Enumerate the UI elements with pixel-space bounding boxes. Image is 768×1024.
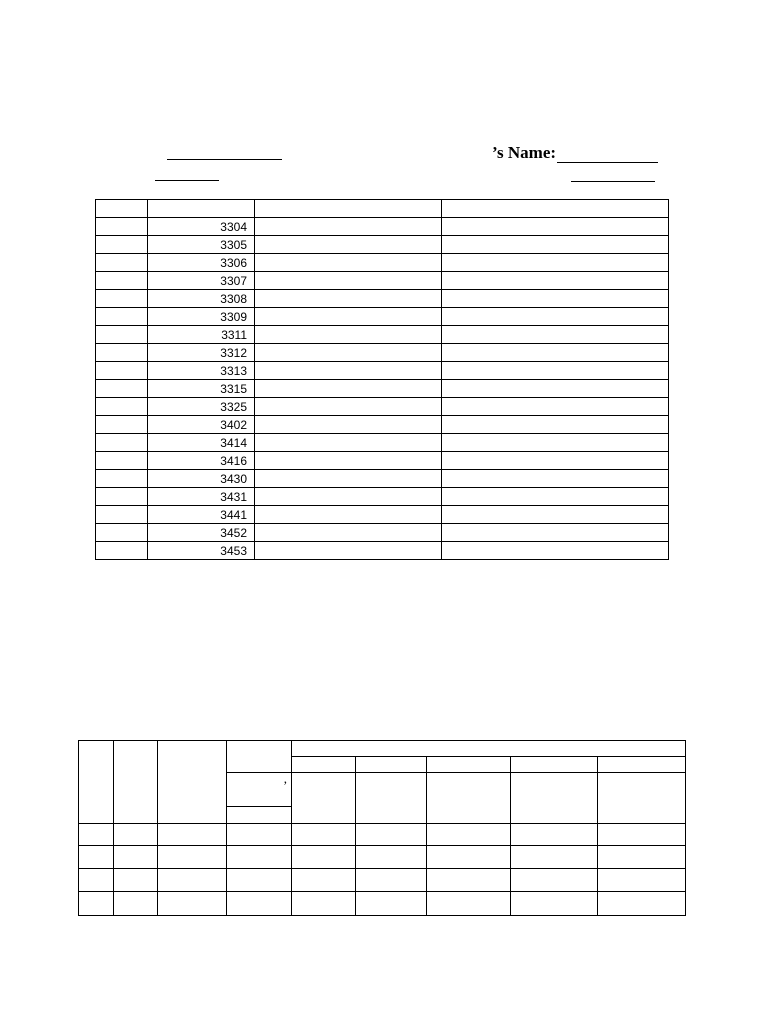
row-cell[interactable]: [96, 218, 148, 236]
entry-cell[interactable]: [79, 846, 114, 869]
course-code-cell: 3453: [148, 542, 255, 560]
header-cell: [427, 757, 511, 773]
table-row: [96, 380, 669, 398]
course-code-cell: 3325: [148, 398, 255, 416]
table-row: [96, 506, 669, 524]
entry-cell[interactable]: [227, 824, 292, 846]
entry-cell[interactable]: [158, 892, 227, 916]
entry-cell[interactable]: [255, 524, 442, 542]
entry-cell[interactable]: [442, 524, 669, 542]
header-cell: [356, 757, 427, 773]
entry-cell[interactable]: [255, 380, 442, 398]
row-cell[interactable]: [96, 542, 148, 560]
header-span-cell: [292, 741, 686, 757]
entry-cell[interactable]: [442, 398, 669, 416]
header-cell: [292, 773, 356, 824]
course-table-header-row: [96, 200, 669, 218]
header-cell: [292, 757, 356, 773]
name-field: [492, 143, 658, 163]
entry-cell[interactable]: [79, 892, 114, 916]
entry-cell[interactable]: [442, 470, 669, 488]
entry-cell[interactable]: [79, 824, 114, 846]
row-cell[interactable]: [96, 308, 148, 326]
row-cell[interactable]: [96, 452, 148, 470]
row-cell[interactable]: [96, 272, 148, 290]
entry-cell[interactable]: [227, 846, 292, 869]
entry-cell[interactable]: [427, 869, 511, 892]
table-row: [79, 846, 686, 869]
entry-cell[interactable]: [114, 824, 158, 846]
entry-cell[interactable]: [598, 846, 686, 869]
entry-cell[interactable]: [79, 869, 114, 892]
entry-cell[interactable]: [227, 892, 292, 916]
row-cell[interactable]: [96, 326, 148, 344]
entry-cell[interactable]: [255, 416, 442, 434]
entry-cell[interactable]: [356, 892, 427, 916]
table-row: [96, 524, 669, 542]
row-cell[interactable]: [96, 362, 148, 380]
entry-cell[interactable]: [442, 416, 669, 434]
header-cell: [511, 773, 598, 824]
bottom-table: [78, 740, 686, 916]
row-cell[interactable]: [96, 416, 148, 434]
entry-cell[interactable]: [255, 308, 442, 326]
table-row: [96, 290, 669, 308]
table-row: [96, 434, 669, 452]
header-cell: [148, 200, 255, 218]
entry-cell[interactable]: [292, 892, 356, 916]
course-code-cell: 3431: [148, 488, 255, 506]
entry-cell[interactable]: [255, 254, 442, 272]
entry-cell[interactable]: [158, 846, 227, 869]
entry-cell[interactable]: [442, 344, 669, 362]
course-code-cell: 3307: [148, 272, 255, 290]
entry-cell[interactable]: [442, 362, 669, 380]
entry-cell[interactable]: [255, 290, 442, 308]
course-code-cell: 3305: [148, 236, 255, 254]
comma-mark: ,: [283, 770, 287, 786]
row-cell[interactable]: [96, 344, 148, 362]
table-row: [96, 362, 669, 380]
course-code-cell: 3416: [148, 452, 255, 470]
entry-cell[interactable]: [442, 452, 669, 470]
second-right-blank-line[interactable]: [571, 181, 655, 182]
course-table: [95, 199, 669, 560]
entry-cell[interactable]: [158, 824, 227, 846]
table-row: [96, 254, 669, 272]
top-left-blank-line[interactable]: [167, 159, 282, 160]
entry-cell[interactable]: [442, 542, 669, 560]
course-code-cell: 3309: [148, 308, 255, 326]
entry-cell[interactable]: [227, 869, 292, 892]
entry-cell[interactable]: [292, 846, 356, 869]
entry-cell[interactable]: [442, 254, 669, 272]
row-cell[interactable]: [96, 254, 148, 272]
table-row: [96, 398, 669, 416]
entry-cell[interactable]: [255, 218, 442, 236]
entry-cell[interactable]: [442, 308, 669, 326]
row-cell[interactable]: [96, 470, 148, 488]
header-cell: [598, 757, 686, 773]
entry-cell[interactable]: [427, 824, 511, 846]
entry-cell[interactable]: [356, 824, 427, 846]
bottom-header-row-1: [79, 741, 686, 757]
table-row: [96, 470, 669, 488]
course-code-cell: 3304: [148, 218, 255, 236]
entry-cell[interactable]: [442, 236, 669, 254]
name-blank-line[interactable]: [557, 148, 658, 163]
entry-cell[interactable]: [442, 380, 669, 398]
entry-cell[interactable]: [255, 506, 442, 524]
row-cell[interactable]: [96, 488, 148, 506]
header-cell: [511, 757, 598, 773]
entry-cell[interactable]: [292, 869, 356, 892]
entry-cell[interactable]: [114, 846, 158, 869]
header-cell: [442, 200, 669, 218]
entry-cell[interactable]: [511, 892, 598, 916]
entry-cell[interactable]: [114, 869, 158, 892]
table-row: [96, 542, 669, 560]
header-cell: [79, 741, 114, 824]
header-cell: [356, 773, 427, 824]
entry-cell[interactable]: [442, 290, 669, 308]
entry-cell[interactable]: [442, 488, 669, 506]
table-row: [96, 416, 669, 434]
header-cell-with-mark: [227, 770, 292, 807]
table-row: [96, 272, 669, 290]
entry-cell[interactable]: [255, 542, 442, 560]
entry-cell[interactable]: [255, 236, 442, 254]
entry-cell[interactable]: [442, 434, 669, 452]
table-row: [96, 344, 669, 362]
table-row: [79, 892, 686, 916]
entry-cell[interactable]: [511, 869, 598, 892]
header-cell: [227, 741, 292, 773]
entry-cell[interactable]: [158, 869, 227, 892]
entry-cell[interactable]: [511, 824, 598, 846]
row-cell[interactable]: [96, 236, 148, 254]
row-cell[interactable]: [96, 524, 148, 542]
second-left-blank-line[interactable]: [155, 180, 219, 181]
course-code-cell: 3441: [148, 506, 255, 524]
table-row: [79, 824, 686, 846]
entry-cell[interactable]: [442, 218, 669, 236]
entry-cell[interactable]: [356, 846, 427, 869]
entry-cell[interactable]: [255, 452, 442, 470]
course-code-cell: 3452: [148, 524, 255, 542]
course-code-cell: 3306: [148, 254, 255, 272]
table-row: [96, 308, 669, 326]
course-code-cell: 3311: [148, 326, 255, 344]
row-cell[interactable]: [96, 398, 148, 416]
entry-cell[interactable]: [114, 892, 158, 916]
entry-cell[interactable]: [255, 470, 442, 488]
course-code-cell: 3414: [148, 434, 255, 452]
entry-cell[interactable]: [255, 434, 442, 452]
name-label: ’s Name:: [492, 143, 557, 162]
row-cell[interactable]: [96, 290, 148, 308]
row-cell[interactable]: [96, 506, 148, 524]
entry-cell[interactable]: [598, 892, 686, 916]
entry-cell[interactable]: [442, 326, 669, 344]
entry-cell[interactable]: [427, 892, 511, 916]
course-code-cell: 3430: [148, 470, 255, 488]
course-code-cell: 3313: [148, 362, 255, 380]
table-row: [96, 452, 669, 470]
entry-cell[interactable]: [255, 344, 442, 362]
entry-cell[interactable]: [255, 326, 442, 344]
row-cell[interactable]: [96, 434, 148, 452]
entry-cell[interactable]: [598, 824, 686, 846]
header-cell: [158, 741, 227, 824]
table-row: [96, 326, 669, 344]
entry-cell[interactable]: [255, 398, 442, 416]
entry-cell[interactable]: [255, 272, 442, 290]
entry-cell[interactable]: [292, 824, 356, 846]
entry-cell[interactable]: [598, 869, 686, 892]
header-cell: [598, 773, 686, 824]
header-cell: [114, 741, 158, 824]
entry-cell[interactable]: [427, 846, 511, 869]
table-row: [96, 218, 669, 236]
entry-cell[interactable]: [356, 869, 427, 892]
entry-cell[interactable]: [255, 488, 442, 506]
header-cell: [227, 807, 292, 824]
course-code-cell: 3308: [148, 290, 255, 308]
entry-cell[interactable]: [442, 506, 669, 524]
course-code-cell: 3312: [148, 344, 255, 362]
table-row: [96, 488, 669, 506]
table-row: [79, 869, 686, 892]
header-cell: [427, 773, 511, 824]
header-cell: [96, 200, 148, 218]
header-cell: [255, 200, 442, 218]
row-cell[interactable]: [96, 380, 148, 398]
entry-cell[interactable]: [442, 272, 669, 290]
entry-cell[interactable]: [255, 362, 442, 380]
entry-cell[interactable]: [511, 846, 598, 869]
course-code-cell: 3315: [148, 380, 255, 398]
course-code-cell: 3402: [148, 416, 255, 434]
table-row: [96, 236, 669, 254]
